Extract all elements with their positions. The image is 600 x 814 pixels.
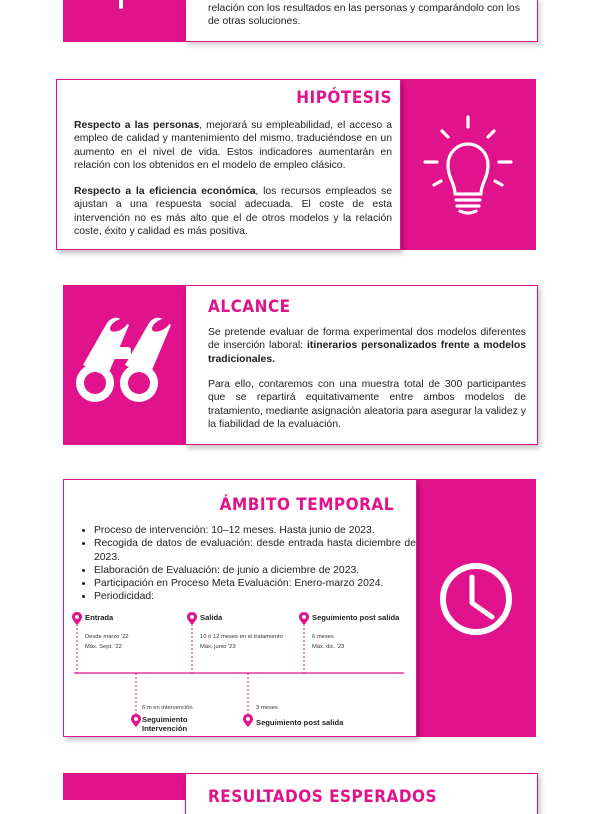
timeline-note: 3 meses bbox=[256, 705, 278, 711]
hipotesis-p2-text: , los recursos empleados se ajustan a una respuesta social adecuada. El coste de esta intervención no es más alto que el de otros modelos y la relación coste, éxito y calidad es más positiva. bbox=[74, 186, 392, 237]
alcance-p1-text: Se pretende evaluar de forma experimental dos modelos diferentes de inserción laboral: bbox=[208, 327, 526, 352]
alcance-paragraph-1 bbox=[208, 326, 526, 366]
timeline-detail: 10 ó 12 meses en el tratamiento bbox=[200, 634, 283, 640]
alcance-p1-bold: itinerarios personalizados frente a modelos tradicionales. bbox=[208, 340, 526, 365]
timeline-detail: Desde marzo '22 bbox=[85, 634, 129, 640]
hipotesis-paragraph-1 bbox=[74, 119, 392, 172]
hipotesis-paragraph-2 bbox=[74, 185, 392, 238]
timeline-label: Seguimiento post salida bbox=[312, 613, 400, 622]
alcance-paragraph-2: Para ello, contaremos con una muestra total de 300 participantes que se repartirá equitativamente entre ambos modelos de tratamiento, mediante asignación aleatoria para asegurar la validez y la fiabilidad de la evaluación. bbox=[208, 379, 526, 430]
pin-icon bbox=[72, 612, 82, 625]
list-item: • Elaboración de Evaluación: de junio a diciembre de 2023. bbox=[94, 564, 416, 577]
top-text-card bbox=[185, 0, 538, 42]
top-pink-panel bbox=[63, 0, 185, 42]
timeline-note: 6 m en intervención bbox=[142, 705, 193, 711]
alcance-pink-panel bbox=[63, 285, 185, 445]
timeline-detail: Máx. dic. '23 bbox=[312, 644, 345, 650]
list-item: • Recogida de datos de evaluación: desde entrada hasta diciembre de 2023. bbox=[94, 537, 416, 564]
timeline-milestone-salida bbox=[200, 613, 300, 651]
lightbulb-icon bbox=[400, 79, 536, 250]
pin-icon bbox=[187, 612, 197, 625]
list-item: • Periodicidad: bbox=[94, 590, 416, 603]
list-item: • Proceso de intervención: 10–12 meses. Hasta junio de 2023. bbox=[94, 524, 416, 537]
timeline-label: Seguimiento bbox=[142, 715, 188, 724]
hipotesis-p1-bold: Respecto a las personas bbox=[74, 120, 200, 131]
hipotesis-title: HIPÓTESIS bbox=[296, 88, 392, 108]
timeline-label: Intervención bbox=[142, 724, 188, 733]
pin-icon bbox=[299, 612, 309, 625]
binoculars-icon bbox=[63, 285, 185, 445]
resultados-card bbox=[185, 773, 538, 814]
alcance-title: ALCANCE bbox=[208, 297, 291, 317]
alcance-card bbox=[185, 285, 538, 445]
timeline-milestone-entrada bbox=[85, 613, 185, 651]
timeline-label: Seguimiento post salida bbox=[256, 718, 344, 727]
timeline-milestone-seguimiento-post bbox=[312, 613, 412, 651]
timeline-milestone-seguimiento-post-salida bbox=[256, 704, 376, 727]
hipotesis-pink-panel bbox=[400, 79, 536, 250]
hipotesis-p2-bold: Respecto a la eficiencia económica bbox=[74, 186, 256, 197]
hipotesis-p1-text: , mejorará su empleabilidad, el acceso a empleo de calidad y mantenimiento del mismo, traduciéndose en un aumento en el nivel de vida. Estos indicadores aumentarán en relación con los obtenidos en el modelo de empleo clásico. bbox=[74, 120, 392, 171]
timeline-label: Entrada bbox=[85, 613, 114, 622]
list-item: • Participación en Proceso Meta Evaluación: Enero-marzo 2024. bbox=[94, 577, 416, 590]
timeline-detail: Máx. Sept. '22 bbox=[85, 644, 122, 650]
resultados-title: RESULTADOS ESPERADOS bbox=[208, 787, 438, 807]
clock-icon bbox=[416, 479, 536, 737]
pin-icon bbox=[131, 714, 141, 727]
ambito-list bbox=[74, 524, 416, 604]
hipotesis-card bbox=[56, 79, 401, 250]
timeline-detail: 6 meses bbox=[312, 634, 334, 640]
pin-icon bbox=[243, 714, 253, 727]
ambito-pink-panel bbox=[416, 479, 536, 737]
timeline bbox=[64, 608, 416, 736]
timeline-detail: Máx. junio '23 bbox=[200, 644, 236, 650]
ambito-title: ÁMBITO TEMPORAL bbox=[219, 495, 394, 515]
timeline-milestone-seguimiento-intervencion bbox=[142, 704, 242, 733]
top-icon-fragment bbox=[119, 0, 123, 9]
timeline-label: Salida bbox=[200, 613, 223, 622]
top-text: relación con los resultados en las personas y comparándolo con los de otras soluciones. bbox=[208, 3, 520, 28]
ambito-card bbox=[63, 479, 417, 737]
resultados-pink-panel bbox=[63, 773, 185, 800]
